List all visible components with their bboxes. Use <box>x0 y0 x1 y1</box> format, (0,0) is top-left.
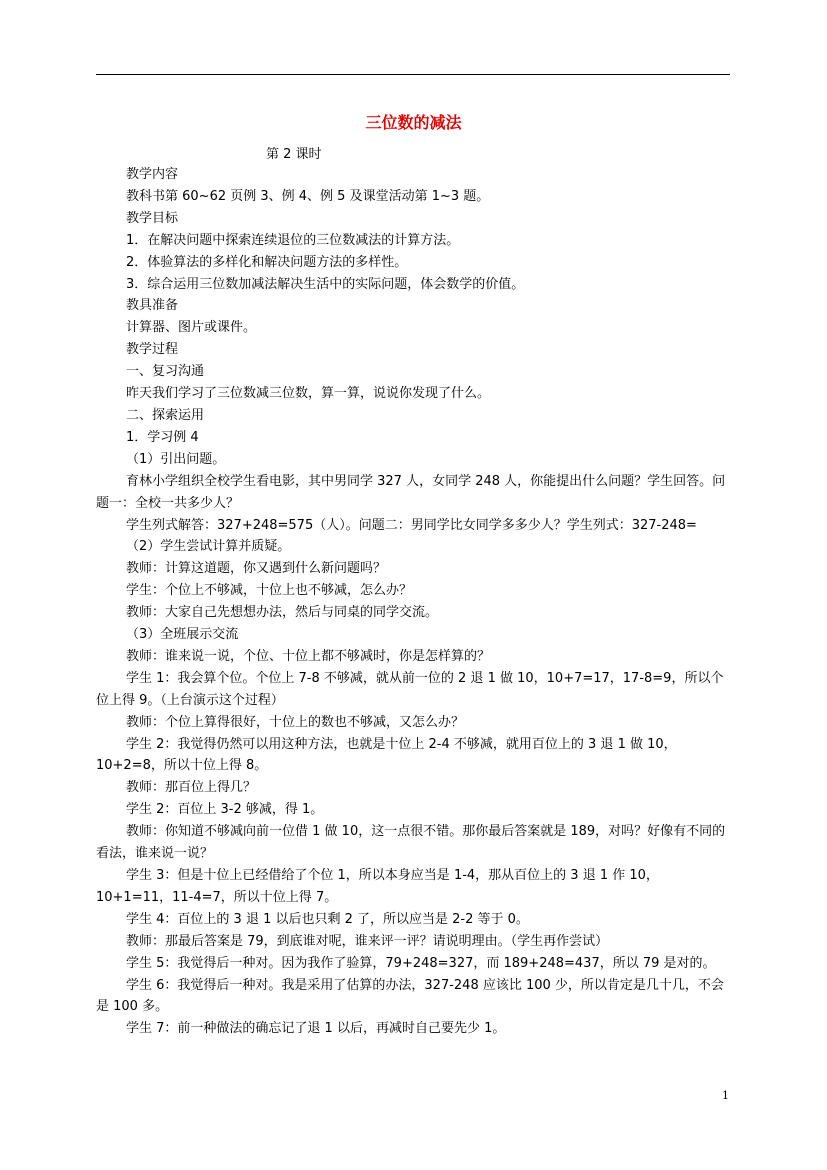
paragraph: 学生 2：百位上 3-2 够减，得 1。 <box>126 802 324 818</box>
paragraph: （3）全班展示交流 <box>126 627 239 643</box>
paragraph: 学生 6：我觉得后一种对。我是采用了估算的办法，327-248 应该比 100 少，所以肯定是几十几，不会是 100 多。 <box>96 977 724 1015</box>
section-heading: 教学过程 <box>126 342 179 358</box>
paragraph: 教师：谁来说一说，个位、十位上都不够减时，你是怎样算的？ <box>126 648 491 664</box>
paragraph: 学生 1：我会算个位。个位上 7-8 不够减，就从前一位的 2 退 1 做 10，10+7=17，17-8=9，所以个位上得 9。（上台演示这个过程） <box>96 670 724 708</box>
paragraph: 1．学习例 4 <box>126 429 199 445</box>
paragraph: 学生 4：百位上的 3 退 1 以后也只剩 2 了，所以应当是 2-2 等于 0。 <box>126 911 529 927</box>
paragraph: 2．体验算法的多样化和解决问题方法的多样性。 <box>126 254 408 270</box>
section-heading: 教学内容 <box>126 167 179 182</box>
paragraph: 教科书第 60~62 页例 3、例 4、例 5 及课堂活动第 1~3 题。 <box>126 188 490 204</box>
lesson-subtitle: 第 2 课时 <box>266 147 322 162</box>
section-heading: 教学目标 <box>126 210 179 226</box>
document-title: 三位数的减法 <box>365 113 462 132</box>
header-rule <box>96 74 730 75</box>
paragraph: 一、复习沟通 <box>126 364 205 380</box>
paragraph: 1．在解决问题中探索连续退位的三位数减法的计算方法。 <box>126 232 460 248</box>
paragraph: 二、探索运用 <box>126 407 205 423</box>
paragraph: 教师：个位上算得很好，十位上的数也不够减，又怎么办？ <box>126 714 465 730</box>
paragraph: 学生 2：我觉得仍然可以用这种方法，也就是十位上 2-4 不够减，就用百位上的 3 退 1 做 10，10+2=8，所以十位上得 8。 <box>96 736 677 774</box>
paragraph: 学生 5：我觉得后一种对。因为我作了验算，79+248=327，而 189+248=437，所以 79 是对的。 <box>126 955 716 971</box>
paragraph: （1）引出问题。 <box>126 451 226 467</box>
paragraph: 教师：大家自己先想想办法，然后与同桌的同学交流。 <box>126 605 439 621</box>
paragraph: 教师：那百位上得几？ <box>126 780 257 796</box>
page-number: 1 <box>722 1089 729 1102</box>
document-body <box>96 164 730 1040</box>
paragraph: 昨天我们学习了三位数减三位数，算一算，说说你发现了什么。 <box>126 386 491 402</box>
paragraph: 教师：计算这道题，你又遇到什么新问题吗？ <box>126 561 387 577</box>
paragraph: 3．综合运用三位数加减法解决生活中的实际问题，体会数学的价值。 <box>126 276 525 292</box>
paragraph: 计算器、图片或课件。 <box>126 320 257 336</box>
paragraph: 教师：那最后答案是 79，到底谁对呢，谁来评一评？请说明理由。（学生再作尝试） <box>126 933 609 949</box>
paragraph: 学生 3：但是十位上已经借给了个位 1，所以本身应当是 1-4，那从百位上的 3 退 1 作 10，10+1=11，11-4=7，所以十位上得 7。 <box>96 868 659 905</box>
paragraph: 育林小学组织全校学生看电影，其中男同学 327 人，女同学 248 人，你能提出什么问题？学生回答。问题一：全校一共多少人？ <box>96 473 726 511</box>
paragraph: 学生 7：前一种做法的确忘记了退 1 以后，再减时自己要先少 1。 <box>126 1021 506 1037</box>
paragraph: 学生：个位上不够减，十位上也不够减，怎么办？ <box>126 583 413 599</box>
section-heading: 教具准备 <box>126 298 179 314</box>
paragraph: 教师：你知道不够减向前一位借 1 做 10，这一点很不错。那你最后答案就是 189，对吗？好像有不同的看法，谁来说一说？ <box>96 824 726 862</box>
paragraph: （2）学生尝试计算并质疑。 <box>126 539 291 555</box>
paragraph: 学生列式解答：327+248=575（人）。问题二：男同学比女同学多多少人？学生列式：327-248= <box>126 517 697 533</box>
